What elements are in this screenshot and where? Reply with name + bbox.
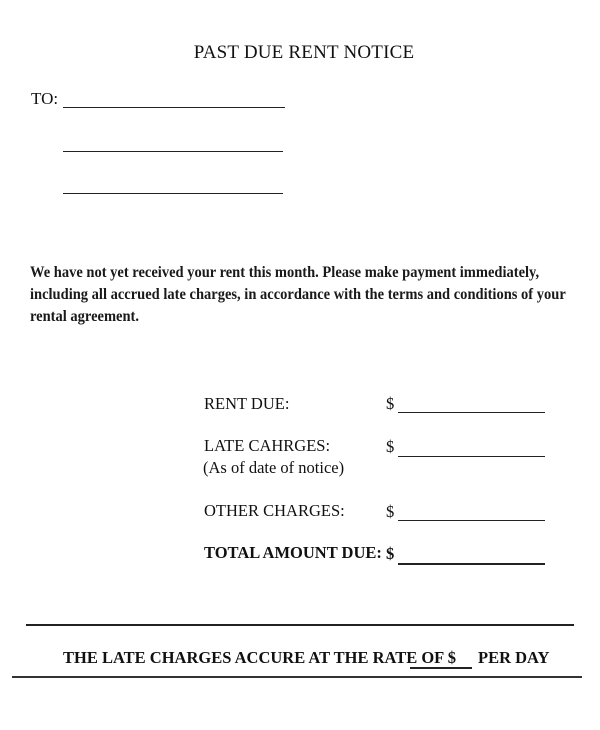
page-title: PAST DUE RENT NOTICE bbox=[193, 42, 415, 63]
late-charges-label: LATE CAHRGES: bbox=[204, 436, 331, 455]
late-rate-input[interactable] bbox=[410, 667, 472, 669]
late-charges-note: (As of date of notice) bbox=[203, 458, 345, 477]
per-day-text: PER DAY bbox=[478, 648, 550, 667]
late-charges-input[interactable] bbox=[398, 456, 545, 457]
notice-body-line-3: rental agreement. bbox=[30, 308, 140, 325]
late-rate-text: THE LATE CHARGES ACCURE AT THE RATE OF $ bbox=[63, 648, 457, 667]
rent-due-label: RENT DUE: bbox=[204, 394, 290, 413]
late-charges-currency: $ bbox=[386, 437, 395, 456]
notice-body-line-1: We have not yet received your rent this month. Please make payment immediately, bbox=[30, 264, 540, 281]
total-amount-label: TOTAL AMOUNT DUE: bbox=[204, 543, 382, 562]
total-amount-input[interactable] bbox=[398, 563, 545, 565]
notice-body-line-2: including all accrued late charges, in accordance with the terms and conditions of your bbox=[30, 286, 566, 303]
bottom-divider bbox=[12, 676, 582, 678]
to-label: TO: bbox=[31, 89, 59, 108]
other-charges-label: OTHER CHARGES: bbox=[204, 501, 345, 520]
other-charges-currency: $ bbox=[386, 502, 395, 521]
rent-due-currency: $ bbox=[386, 394, 395, 413]
notice-body bbox=[30, 262, 566, 328]
recipient-line-2[interactable] bbox=[63, 151, 283, 152]
rent-due-input[interactable] bbox=[398, 412, 545, 413]
total-amount-currency: $ bbox=[386, 544, 395, 563]
section-divider bbox=[26, 624, 574, 626]
recipient-line-3[interactable] bbox=[63, 193, 283, 194]
recipient-line-1[interactable] bbox=[63, 107, 285, 108]
other-charges-input[interactable] bbox=[398, 520, 545, 521]
